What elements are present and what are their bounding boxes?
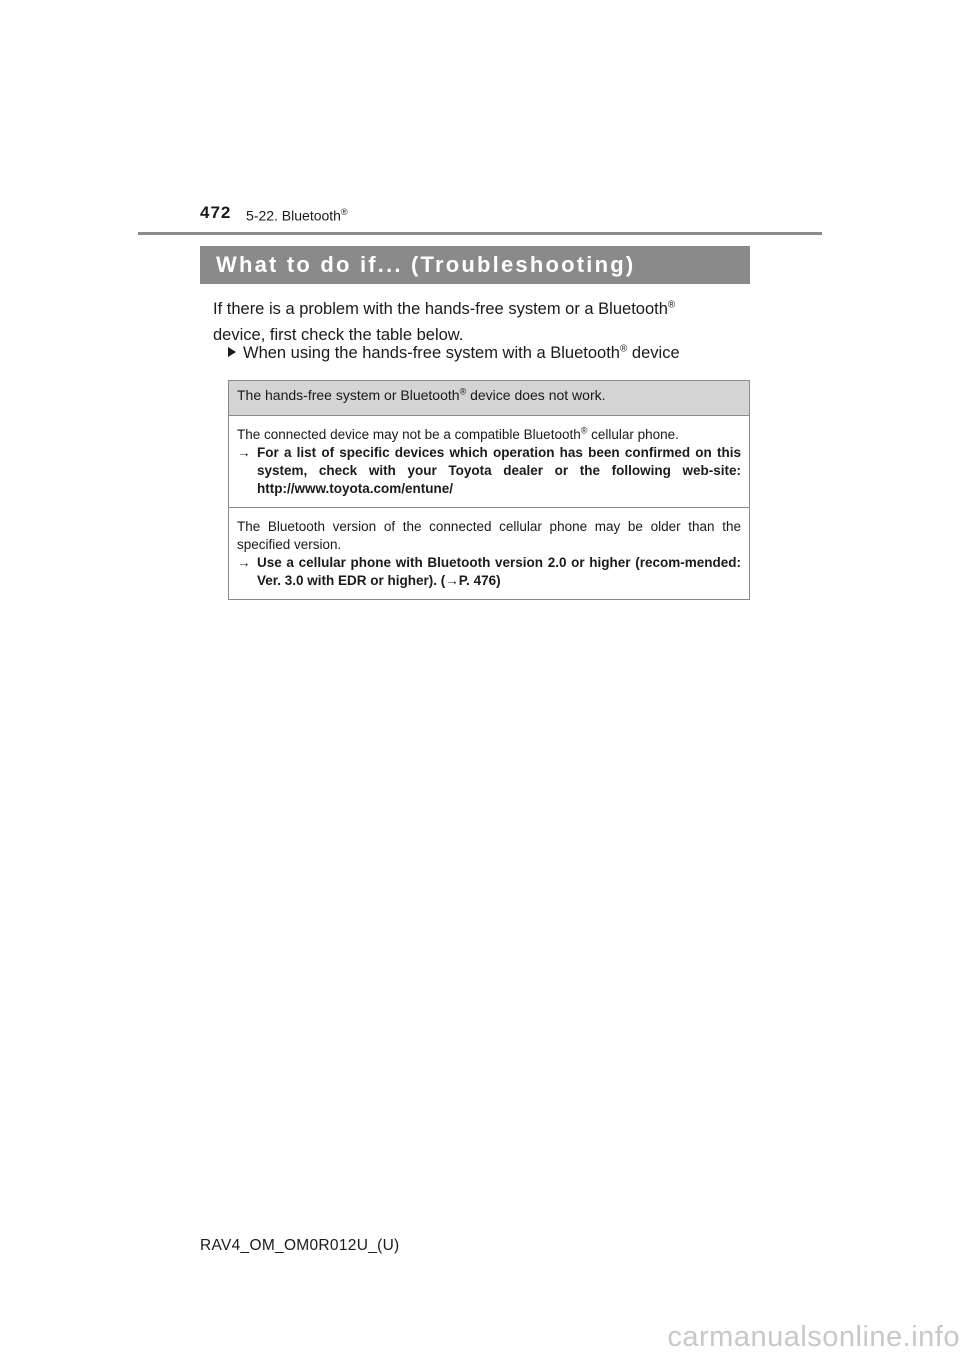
page-number: 472 bbox=[200, 203, 232, 222]
arrow-icon: → bbox=[237, 555, 251, 570]
registered-mark: ® bbox=[459, 386, 467, 397]
table-header bbox=[229, 381, 749, 416]
intro-line-1: If there is a problem with the hands-free system or a Bluetooth bbox=[213, 300, 668, 318]
intro-paragraph bbox=[213, 296, 750, 348]
subheading bbox=[228, 344, 680, 363]
cause-text bbox=[237, 426, 741, 444]
remedy-text bbox=[257, 554, 741, 590]
page-reference-link[interactable]: P. 476) bbox=[458, 573, 501, 588]
remedy bbox=[237, 444, 741, 498]
remedy-text-start: Use a cellular phone with Bluetooth version 2.0 or higher (recom-mended: Ver. 3.0 with EDR or higher). ( bbox=[257, 555, 741, 588]
subheading-text-end: device bbox=[627, 344, 680, 362]
table-row bbox=[229, 508, 749, 599]
cause-text-start: The connected device may not be a compatible Bluetooth bbox=[237, 427, 581, 442]
registered-mark: ® bbox=[580, 425, 588, 436]
table-header-text: The hands-free system or Bluetooth bbox=[237, 387, 460, 403]
triangle-bullet-icon bbox=[228, 347, 236, 357]
cause-text-end: cellular phone. bbox=[587, 427, 679, 442]
registered-mark: ® bbox=[340, 207, 348, 217]
table-header-text-end: device does not work. bbox=[466, 387, 606, 403]
registered-mark: ® bbox=[667, 299, 676, 311]
cause-text: The Bluetooth version of the connected cellular phone may be older than the specified version. bbox=[237, 519, 741, 552]
watermark: carmanualsonline.info bbox=[667, 1321, 960, 1353]
table-row bbox=[229, 416, 749, 508]
document-code: RAV4_OM_OM0R012U_(U) bbox=[200, 1237, 400, 1254]
section-label bbox=[246, 207, 348, 224]
intro-line-2: device, first check the table below. bbox=[213, 326, 464, 344]
subheading-text: When using the hands-free system with a Bluetooth bbox=[243, 344, 620, 362]
header-rule bbox=[138, 232, 822, 235]
arrow-icon: → bbox=[237, 445, 251, 460]
registered-mark: ® bbox=[619, 343, 628, 355]
page-title: What to do if... (Troubleshooting) bbox=[216, 252, 636, 277]
title-banner bbox=[200, 246, 750, 284]
section-text: 5-22. Bluetooth bbox=[246, 207, 341, 224]
remedy bbox=[237, 554, 741, 590]
arrow-icon: → bbox=[445, 573, 459, 588]
troubleshooting-table bbox=[228, 380, 750, 600]
remedy-text: For a list of specific devices which operation has been confirmed on this system, check with your Toyota dealer or the following web-site: http://www.toyota.com/entune/ bbox=[257, 445, 741, 496]
